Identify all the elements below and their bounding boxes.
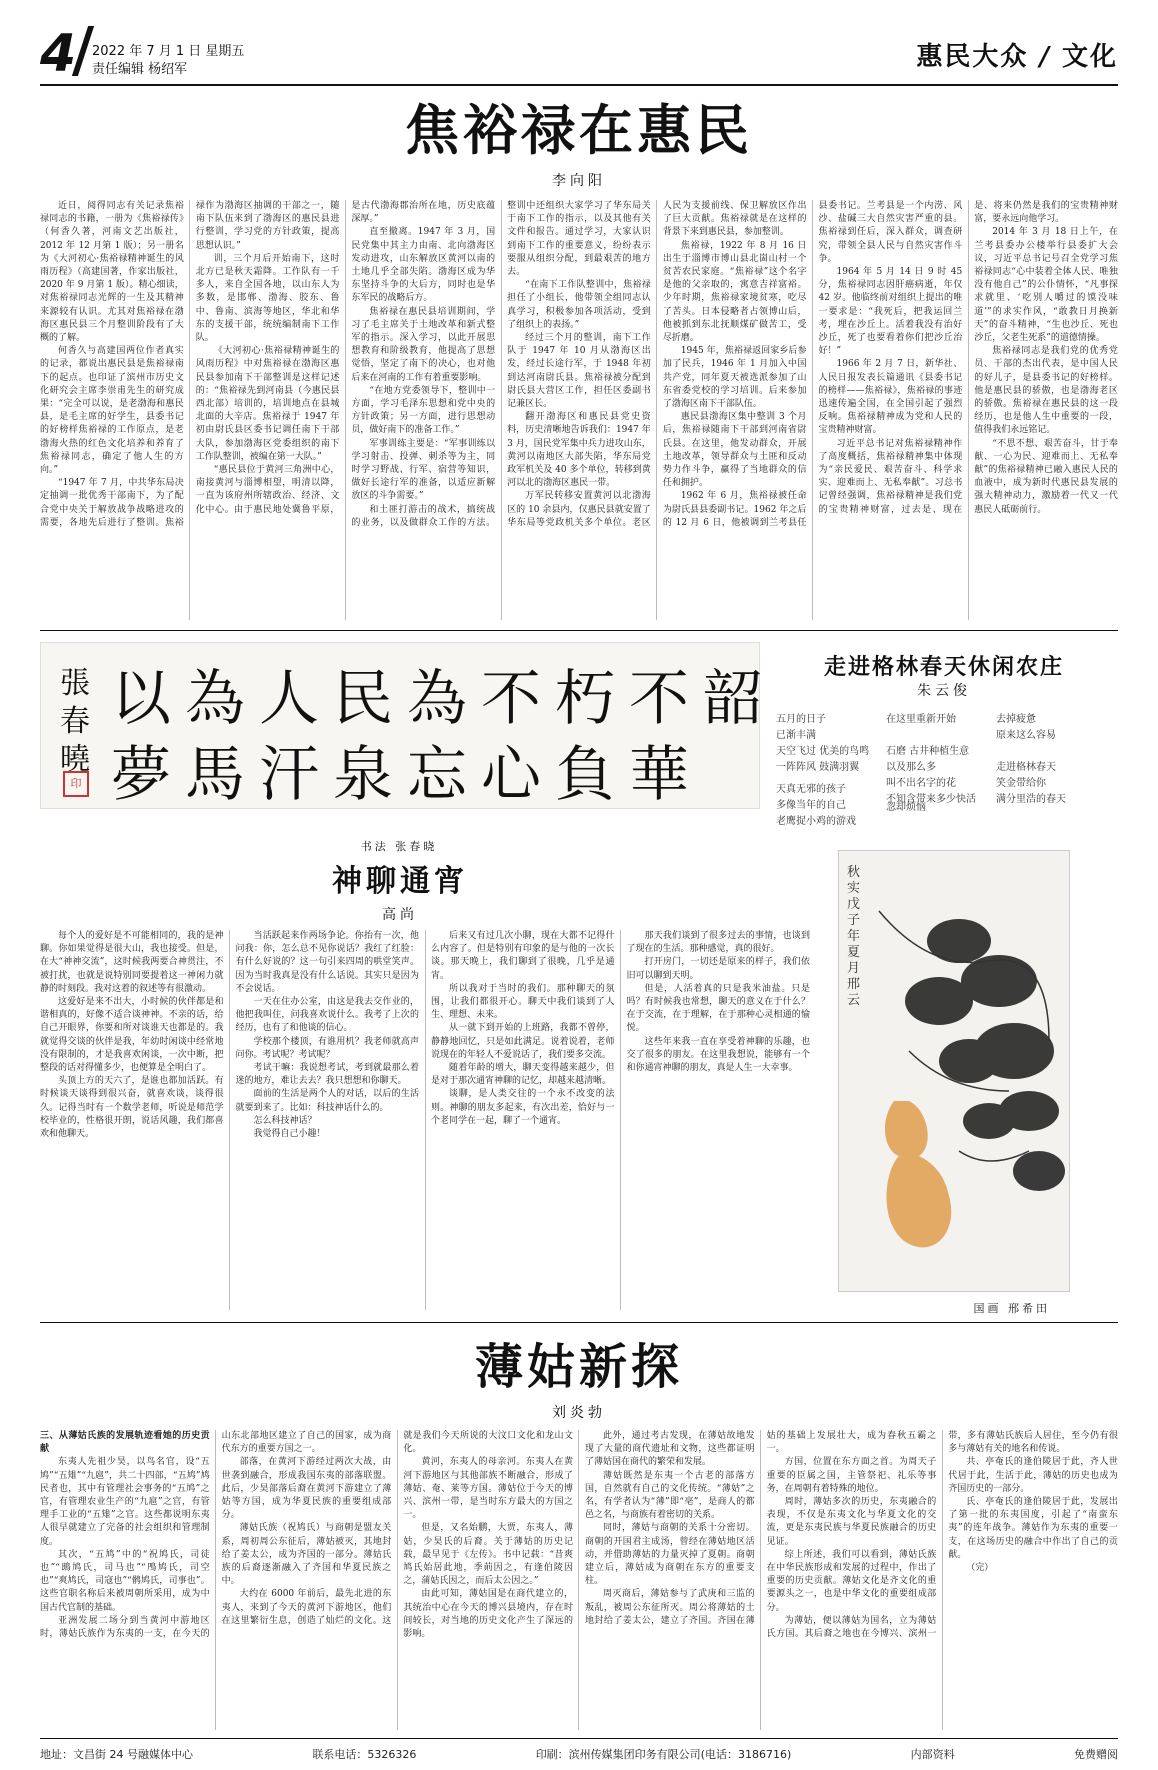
calligraphy-line-2: 夢馬汗泉忘心負華 — [111, 740, 703, 810]
paragraph: 所以我对于当时的我们。那种聊天的氛围，让我们都很开心。聊天中我们谈到了人生、理想、未来。 — [431, 983, 615, 1021]
footer — [40, 1746, 1118, 1762]
paragraph: 这爱好是来不出大，小时候的伙伴都是和谐相真的，好像不适合谈神神。不亲的话，给自己开眼界，你要和所对谈谁天也都是的。我就觉得交谈的伙伴是我，年幼时闲谈中经常地没有限制的，才是我喜欢闲谈，一次中断，把整段的话对得懂多少，也便算是全明白了。 — [40, 997, 224, 1074]
responsible-editor: 责任编辑 杨绍军 — [92, 62, 188, 77]
poem-stanza: 在这里重新开始 石磨 古井种植生意 以及那么多 叫不出名字的花 不知含带来多少快活 — [886, 714, 976, 805]
paragraph: 每个人的爱好是不可能相同的，我的是神聊。你如果觉得是很大山，我也接受。但是，在大“神神交流”，这时候我两要合神贯注，不被打扰，也就是说特别同要提着这一神闲力就静的时刻段。我对这着的叙述等有很激动。 — [40, 931, 224, 994]
paragraph: 同时，薄姑与商朝的关系十分密切。商朝的开国君主成汤，曾经在薄姑地区活动，并借助薄姑的力量灭掉了夏朝。商朝建立后，薄姑成为商朝在东方的重要支柱。 — [584, 1523, 755, 1587]
brand-name: 惠民大众 — [916, 42, 1029, 72]
paragraph: 习近平总书记对焦裕禄精神作了高度概括，焦裕禄精神集中体现为“亲民爱民、艰苦奋斗、科学求实、迎难而上、无私奉献”。习总书记曾经强调，焦裕禄精神是我们党的宝贵精神财富，过去是、现在是、将来仍然是我们的宝贵精神财富，要永远向他学习。 — [818, 201, 1118, 515]
section-name: 文化 — [1061, 42, 1118, 72]
poem-stanza: 忽却烦恼 — [886, 802, 926, 813]
paragraph: 大约在 6000 年前后，最先北进的东夷人，来到了今天的黄河下游地区，他们在这里繁衍生息，创造了灿烂的文化。这就是我们今天所说的大汶口文化和龙山文化。 — [221, 1431, 573, 1626]
article-title: 神聊通宵 — [332, 864, 468, 899]
paragraph: 综上所述，我们可以看到，薄姑氏族在中华民族形成和发展的过程中，作出了重要的历史贡献。薄姑文化是齐文化的重要源头之一，也是中华文化的重要组成部分。 — [766, 1549, 937, 1613]
paragraph: 万军民转移安置黄河以北渤海区的 10 余县内，仅惠民县就安置了华东局等党政机关多个单位。老区人民为支援前线、保卫解放区作出了巨大贡献。焦裕禄就是在这样的背景下来到惠民县，参加整训。 — [507, 201, 807, 528]
paragraph: 共、亭奄氏的逢伯陵居于此，齐人世代居于此，生活于此，薄姑的历史也成为齐国历史的一部分。 — [948, 1457, 1118, 1494]
paragraph: 部落，在黄河下游经过两次大战，由世袭到融合，形成我国东夷的部落联盟。此后，少昊部落后裔在黄河下游建立了薄姑等方国，成为华夏民族的重要组成部分。 — [221, 1457, 392, 1521]
paragraph: 由此可知，薄姑国是在商代建立的，其统治中心在今天的博兴县境内，存在时间较长，对当地的历史文化产生了深远的影响。 — [403, 1589, 573, 1640]
paragraph: 黄河，东夷人的母亲河。东夷人在黄河下游地区与其他部族不断融合，形成了薄姑、奄、莱等方国。薄姑位于今天的博兴、滨州一带，是当时东方最大的方国之一。 — [403, 1457, 573, 1521]
paragraph: 和土匪打游击的战术，搞统战的业务，以及做群众工作的方法。整训中还组织大家学习了华东局关于南下工作的指示，以及其他有关文件和报告。通过学习，大家认识到南下工作的重要意义，纷纷表示要服从组织分配，到最艰苦的地方去。 — [351, 201, 651, 528]
footer-rule — [40, 1738, 1118, 1739]
paragraph: 周时，薄姑多次的历史，东夷融合的表现，不仅是东夷文化与华夏文化的交流，更是东夷民族与华夏民族融合的历史见证。 — [766, 1497, 937, 1547]
paragraph: 我觉得自己小趣！ — [253, 1129, 326, 1140]
masthead: 惠民大众 / 文化 — [916, 42, 1118, 72]
paragraph: 1964 年 5 月 14 日 9 时 45 分，焦裕禄同志因肝癌病逝，年仅 42 岁。他临终前对组织上提出的唯一要求是：“我死后，把我运回兰考，埋在沙丘上。活着我没有治好沙丘，死了也要看着你们把沙丘治好！” — [818, 267, 963, 357]
paragraph: 方国，位置在东方面之首。为周天子重要的臣属之国，主管祭祀、礼乐等事务，在周朝有着特殊的地位。 — [766, 1457, 937, 1494]
red-seal-stamp: 印 — [63, 771, 89, 797]
paragraph: 翻开渤海区和惠民县党史资料，历史清晰地告诉我们：1947 年 3 月，国民党军集中兵力进攻山东，黄河以南地区大部失陷，华东局党政军机关及 40 多个单位，转移到黄河以北的渤海区惠民一带。 — [507, 412, 651, 489]
paragraph: 薄姑氏族（祝鸠氏）与商朝是盟友关系，周初周公东征后，薄姑被灭，其地封给了姜太公，成为齐国的一部分。薄姑氏族的后裔逐渐融入了齐国和华夏民族之中。 — [221, 1523, 392, 1587]
calligraphy-signature: 張春曉 — [60, 666, 90, 777]
paragraph: 当活跃起来作两场争论。你抬有一次，他问我：你，怎么总不见你说话？我红了红脸：有什么好说的？这一句引来四周的哄堂笑声。因为当时我真是没有什么话说。其实只是因为不会说话。 — [235, 931, 419, 994]
paragraph: 焦裕禄同志是我们党的优秀党员、干部的杰出代表，是中国人民的好儿子，是县委书记的好榜样。他是惠民县的骄傲，也是渤海老区的骄傲。焦裕禄在惠民县的这一段经历，也是他人生中重要的一段，值得我们永远铭记。 — [974, 346, 1118, 436]
paragraph: 氏、亭奄氏的逢伯陵居于此，发展出了第一批的东夷国度，引起了“南蛮东夷”的连年战争。薄姑作为东夷的重要一支，在这场历史的融合中作出了自己的贡献。 — [948, 1497, 1118, 1560]
paragraph: 1962 年 6 月，焦裕禄被任命为尉氏县县委副书记。1962 年之后的 12 月 6 日，他被调到兰考县任县委书记。兰考县是一个内涝、风沙、盐碱三大自然灾害严重的县。焦裕禄到任后，深入群众，调查研究，带领全县人民与自然灾害作斗争。 — [662, 201, 963, 528]
section-heading: 三、从薄姑氏族的发展轨迹看她的历史贡献 — [40, 1431, 210, 1455]
paragraph: 面前的生活是两个人的对话，以后的生活就要到来了。比如：科技神话什么的。 — [235, 1089, 419, 1113]
article-title: 焦裕禄在惠民 — [405, 98, 753, 162]
footer-phone: 联系电话：5326326 — [312, 1748, 417, 1761]
footer-note: 内部资料 — [910, 1748, 955, 1761]
paragraph: 近日，阅得同志有关记录焦裕禄同志的书籍，一册为《焦裕禄传》（何香久著，河南文艺出版社，2012 年 12 月第 1 版）；另一册名为《大河初心·焦裕禄精神诞生的风雨历程》（高建国著，作家出版社，2020 年 9 月第 1 版）。精心细读，对焦裕禄同志光辉的一生及其精神来源较有认识。尤其对焦裕禄在渤海区惠民县三个月整训阶段有了大概的了解。 — [40, 201, 184, 344]
paragraph: 此外，通过考古发现，在薄姑故地发现了大量的商代遗址和文物，这些都证明了薄姑国在商代的繁荣和发展。 — [584, 1431, 755, 1468]
paragraph: 2014 年 3 月 18 日上午，在兰考县委办公楼举行县委扩大会议，习近平总书记号召全党学习焦裕禄同志“心中装着全体人民、唯独没有他自己”的公仆情怀，“凡事探求就里、‘吃别人嚼过的馍没味道’”的求实作风，“敢教日月换新天”的奋斗精神，“生也沙丘、死也沙丘，父老生死系”的道德情操。 — [974, 227, 1118, 344]
paragraph: 谈聊，是人类交往的一个永不改变的法则。神聊的朋友多起来，有次出差，恰好与一个老同学在一起，聊了一个通宵。 — [431, 1089, 615, 1126]
article-author: 高尚 — [382, 907, 418, 923]
poem-stanza: 五月的日子 已渐丰满 天空飞过 优美的鸟鸣 一阵阵风 鼓满羽翼 — [776, 714, 870, 773]
paragraph: 学校那个楼顶，有谁用机？我老师就高声问你。考试呢？考试呢？ — [235, 1036, 419, 1060]
calligraphy-line-1: 以為人民為不朽不韶 — [111, 664, 777, 734]
paragraph: 1945 年，焦裕禄返回家乡后参加了民兵，1946 年 1 月加入中国共产党，同年夏天被选派参加了山东省委党校的学习培训。后来参加了渤海区南下干部队伍。 — [662, 346, 807, 410]
paragraph: 亚洲发展二场分到当黄河中游地区时，薄姑氏族作为东夷的一支，在今天的山东北部地区建立了自己的国家，成为商代东方的重要方国之一。 — [40, 1431, 392, 1640]
paragraph: “在地方党委领导下，整训中一方面，学习毛泽东思想和党中央的方针政策；另一方面，进行思想动员，做好南下的准备工作。” — [351, 385, 496, 436]
paragraph: 焦裕禄在惠民县培训期间，学习了毛主席关于土地改革和新式整军的指示。深入学习，以此开展思想教育和阶级教育，他提高了思想觉悟，坚定了南下的决心，也对他后来在河南的工作有着重要影响。 — [351, 306, 496, 383]
paragraph: 周灭商后，薄姑参与了武庚和三监的叛乱，被周公东征所灭。周公将薄姑的土地封给了姜太公，建立了齐国。齐国在薄姑的基础上发展壮大，成为春秋五霸之一。 — [584, 1431, 937, 1626]
paragraph: 随着年龄的增大，聊天变得越来越少，但是对于那次通宵神聊的记忆，却越来越清晰。 — [431, 1063, 615, 1087]
paragraph: 但是，人活着真的只是我米油盐。只是吗？有时候我也常想，聊天的意义在于什么？在于交流，在于理解，在于那种心灵相通的愉悦。 — [626, 983, 810, 1034]
paragraph: 《大河初心·焦裕禄精神诞生的风雨历程》中对焦裕禄在渤海区惠民县参加南下干部整训是这样记述的：“焦裕禄先到河南县（今惠民县西北部）培训的，培训地点在县城北面的大辛店。焦裕禄于 1947 年初由尉氏县区委书记调任南下干部大队，参加渤海区党委组织的南下工作队整训，被编在第一大队。” — [195, 346, 340, 462]
issue-date: 2022 年 7 月 1 日 星期五 — [92, 44, 245, 59]
calligraphy-artwork — [40, 642, 777, 810]
paragraph: 头顶上方的天六了，是谁也都加活跃。有时候谈天谈得到很兴奋，就喜欢谈，谈得很久。记得当时有一个数学老师，听说是师范学校毕业的，性格很开朗，说话风趣，我们都喜欢和他聊天。 — [40, 1076, 224, 1140]
article-author: 刘炎勃 — [552, 1405, 606, 1421]
paragraph: 从一就下到开始的上班路，我都不曾停，静静地回忆，只是如此满足。说着说着，老师说现在的年轻人不爱说话了，我们要多交流。 — [431, 1023, 615, 1060]
paragraph: 薄姑既然是东夷一个古老的部落方国，自然就有自己的文化传统。“薄姑”之名，有学者认为“薄”即“亳”，是商人的都邑之名，与商族有着密切的关系。 — [584, 1470, 755, 1521]
painting-caption: 国画 邢希田 — [973, 1302, 1050, 1315]
calligraphy-caption: 书法 张春晓 — [360, 840, 438, 853]
paragraph: 经过三个月的整训，南下工作队于 1947 年 10 月从渤海区出发，经过长途行军，于 1948 年初到达河南尉氏县。焦裕禄被分配到尉氏县大营区工作，担任区委副书记兼区长。 — [507, 333, 651, 410]
paragraph: “1947 年 7 月，中共华东局决定抽调一批优秀干部南下，为了配合党中央关于解放战争战略进攻的需要，各地先后进行了整训。焦裕禄作为渤海区抽调的干部之一，随南下队伍来到了渤海区的惠民县进行整训，学习党的方针政策，提高思想认识。” — [40, 201, 340, 528]
poem-stanza: 去掉疲惫 原来这么容易 走进格林春天 笑金带给你 满分里浩的春天 — [996, 714, 1066, 805]
poem-title: 走进格林春天休闲农庄 — [823, 654, 1064, 680]
paragraph: 东夷人先祖少昊，以鸟名官，设“五鸠”“五雉”“九扈”，共二十四部，“五鸠”鸠民者也，其中有管理社会事务的“五鸠”之官，有管理农业生产的“九扈”之官，有管理手工业的“五雉”之官。这些都说明东夷人很早就建立了完备的社会组织和管理制度。 — [40, 1457, 210, 1547]
paragraph: “在南下工作队整训中，焦裕禄担任了小组长，他带领全组同志认真学习，积极参加各项活动，受到了组织上的表扬。” — [507, 280, 651, 330]
paragraph: 为薄姑，便以薄姑为国名，立为薄姑氏方国。其后裔之地也在今博兴、滨州一带，多有薄姑氏族后人居住，至今仍有很多与薄姑有关的地名和传说。 — [766, 1431, 1118, 1640]
footer-note: 免费赠阅 — [1073, 1748, 1118, 1761]
paragraph: 怎么科技神话？ — [253, 1115, 317, 1126]
header-rule — [40, 84, 1118, 86]
paragraph: 那天我们谈到了很多过去的事情，也谈到了现在的生活。那种感觉，真的很好。 — [626, 931, 810, 955]
paragraph: 后来又有过几次小聊，现在大都不记得什么内容了。但是特别有印象的是与他的一次长谈。那天晚上，我们聊到了很晚，几乎是通宵。 — [431, 931, 615, 981]
paragraph: 但是，又名始鹏，大贾，东夷人，薄姑，少昊氏的后裔。关于薄姑的历史记载，最早见于《左传》。书中记载：“昔爽鸠氏始居此地，季萴因之，有逢伯陵因之，蒲姑氏因之，而后太公因之。” — [403, 1523, 573, 1587]
paragraph: 直至撤离。1947 年 3 月，国民党集中其主力由南、北向渤海区发动进攻，山东解放区黄河以南的土地几乎全部失陷。渤海区成为华东坚持斗争的大后方，同时也是华东军民的战略后方。 — [351, 227, 496, 304]
paragraph: 一天在住办公室，由这是我去交作业的，他把我叫住，问我喜欢说什么。我考了上次的经历，也有了和他谈的信心。 — [235, 997, 419, 1034]
painting-image — [839, 851, 1069, 1291]
paragraph: “惠民县位于黄河三角洲中心，南接黄河与淄博相望，明清以降，一直为该府州所辖政治、经济、文化中心。由于惠民地处冀鲁平原，是古代渤海郡治所在地，历史底蕴深厚。” — [195, 201, 496, 515]
paragraph: 焦裕禄，1922 年 8 月 16 日出生于淄博市博山县北崮山村一个贫苦农民家庭。“焦裕禄”这个名字是他的父亲取的，寓意吉祥富裕。少年时期，焦裕禄家境贫寒，吃尽了苦头。日本侵略者占领博山后，他被抓到东北抚顺煤矿做苦工，受尽折磨。 — [662, 240, 807, 344]
article-author: 李向阳 — [552, 173, 606, 189]
article-title: 薄姑新探 — [474, 1339, 683, 1395]
section-divider — [40, 630, 1118, 631]
paragraph: 训，三个月后开始南下，这时北方已是秋天霜降。工作队有一千多人，来自全国各地，以山东人为多数，是邯郸、渤海、胶东、鲁中、鲁南、滨海等地区，华北和华东的支援干部，统统编制南下工作队。 — [195, 253, 340, 344]
paragraph: （完） — [966, 1563, 994, 1574]
paragraph: “不思不想、艰苦奋斗，甘于奉献、一心为民、迎难而上、无私奉献”的焦裕禄精神已融入惠民人民的血液中，成为新时代惠民县发展的强大精神动力，激励着一代又一代惠民人砥砺前行。 — [974, 438, 1118, 515]
paragraph: 何香久与高建国两位作者真实的记录，都说出惠民县是焦裕禄南下的起点。也印证了滨州市历史文化研究会主席李崇甫先生的研究成果：“完全可以说，是老渤海和惠民县，是毛主席的好学生，县委书记的好榜样焦裕禄的工作原点，是老渤海火热的红色文化培养和养育了焦裕禄同志，确定了他人生的方向。” — [40, 346, 184, 476]
paragraph: 这些年来我一直在享受着神聊的乐趣，也交了很多的朋友。在这里我想说，能够有一个和你通宵神聊的朋友，真是人生一大幸事。 — [626, 1036, 810, 1074]
paragraph: 考试干嘛：我说想考试，考到就最那么着迷的地方，难让去去？我只想想和你聊天。 — [235, 1063, 419, 1087]
article-body — [40, 930, 810, 1310]
article-body — [40, 1430, 1118, 1730]
paragraph: 1966 年 2 月 7 日，新华社、人民日报发表长篇通讯《县委书记的榜样——焦裕禄》，焦裕禄的事迹迅速传遍全国，在全国引起了强烈反响。焦裕禄精神成为党和人民的宝贵精神财富。 — [818, 359, 963, 436]
paragraph: 军事训练主要是：“军事训练以学习射击、投弹、刺杀等为主，同时学习野战、行军、宿营等知识，做好长途行军的准备，以适应新解放区的斗争需要。” — [351, 438, 496, 502]
footer-printer: 印刷：滨州传媒集团印务有限公司(电话：3186716) — [535, 1748, 792, 1761]
paragraph: 其次，“五鸠”中的“祝鸠氏，司徒也”“鴡鸠氏，司马也”“鳲鸠氏，司空也”“爽鸠氏，司寇也”“鹘鸠氏，司事也”。这些官职名称后来被周朝所采用，成为中国古代官制的基础。 — [40, 1549, 210, 1613]
paragraph: 打开房门，一切还是原来的样子，我们依旧可以聊到天明。 — [626, 957, 810, 981]
footer-address: 地址：文昌街 24 号融媒体中心 — [40, 1748, 193, 1761]
poem-stanza: 天真无邪的孩子 多像当年的自己 老鹰捉小鸡的游戏 — [776, 784, 856, 827]
poem-author: 朱云俊 — [917, 683, 971, 699]
gourd-painting — [838, 850, 1070, 1292]
paragraph: 惠民县渤海区集中整训 3 个月后，焦裕禄随南下干部到河南省尉氏县。在这里，他发动群众，开展土地改革，领导群众与土匪和反动势力作斗争，赢得了当地群众的信任和拥护。 — [662, 412, 807, 489]
page-number: 4 — [40, 24, 77, 84]
section-divider — [40, 1322, 1118, 1323]
article-body — [40, 200, 1118, 620]
painting-inscription: 秋实 戊子年夏月 邢云 — [847, 865, 861, 1008]
